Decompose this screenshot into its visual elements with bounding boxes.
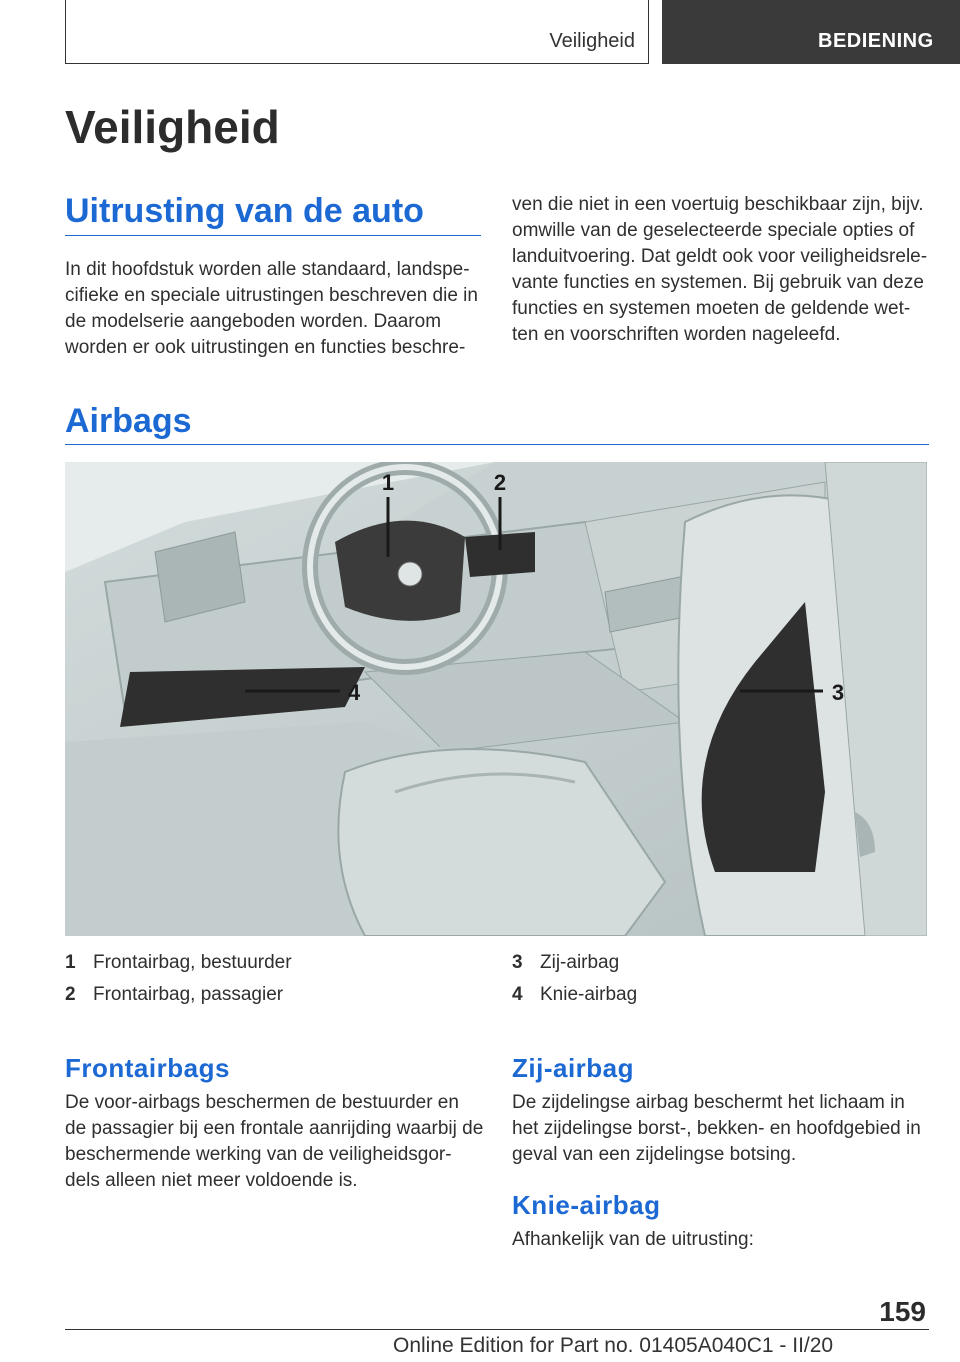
legend-item-3: 3 Zij-airbag — [512, 952, 620, 973]
equipment-heading: Uitrusting van de auto — [65, 192, 424, 230]
callout-3: 3 — [831, 680, 845, 705]
legend-item-4: 4 Knie-airbag — [512, 984, 638, 1005]
airbags-rule — [65, 444, 929, 445]
airbag-illustration — [65, 462, 927, 936]
equipment-rule — [65, 235, 481, 236]
airbags-heading: Airbags — [65, 402, 192, 440]
callout-1: 1 — [381, 470, 395, 495]
header-chapter-label: BEDIENING — [818, 30, 934, 52]
footer-edition: Online Edition for Part no. 01405A040C1 - II/20 — [393, 1334, 834, 1357]
header-section: Veiligheid — [549, 30, 635, 52]
legend-item-2: 2 Frontairbag, passagier — [65, 984, 284, 1005]
frontairbags-heading: Frontairbags — [65, 1053, 230, 1083]
zijairbag-heading: Zij-airbag — [512, 1053, 635, 1083]
page-number: 159 — [879, 1296, 926, 1327]
legend-item-1: 1 Frontairbag, bestuurder — [65, 952, 292, 973]
knieairbag-text: Afhankelijk van de uitrusting: — [512, 1229, 754, 1250]
equipment-text-right: ven die niet in een voertuig beschikbaar zijn, bijv. omwille van de geselecteerde speciale opties of landuitvoering. Dat geldt ook voor veiligheidsrele- vante functies en systemen. Bij gebruik van deze functies en systemen moeten de geldende wet- ten en voorschriften worden nageleefd. — [512, 194, 928, 345]
zijairbag-text: De zijdelingse airbag beschermt het lichaam in het zijdelingse borst-, bekken- en hoofdgebied in geval van een zijdelingse botsing. — [512, 1092, 921, 1165]
footer-rule — [65, 1329, 929, 1330]
callout-4: 4 — [347, 680, 361, 705]
page-title: Veiligheid — [65, 101, 280, 153]
equipment-text-left: In dit hoofdstuk worden alle standaard, landspe- cifieke en speciale uitrustingen beschreven die in de modelserie aangeboden worden. Daarom worden er ook uitrustingen en functies beschre- — [65, 259, 478, 358]
callout-2: 2 — [493, 470, 507, 495]
knieairbag-heading: Knie-airbag — [512, 1190, 661, 1220]
header-chapter-tab — [662, 0, 960, 64]
frontairbags-text: De voor-airbags beschermen de bestuurder en de passagier bij een frontale aanrijding waarbij de beschermende werking van de veiligheidsgor- dels alleen niet meer voldoende is. — [65, 1092, 484, 1191]
